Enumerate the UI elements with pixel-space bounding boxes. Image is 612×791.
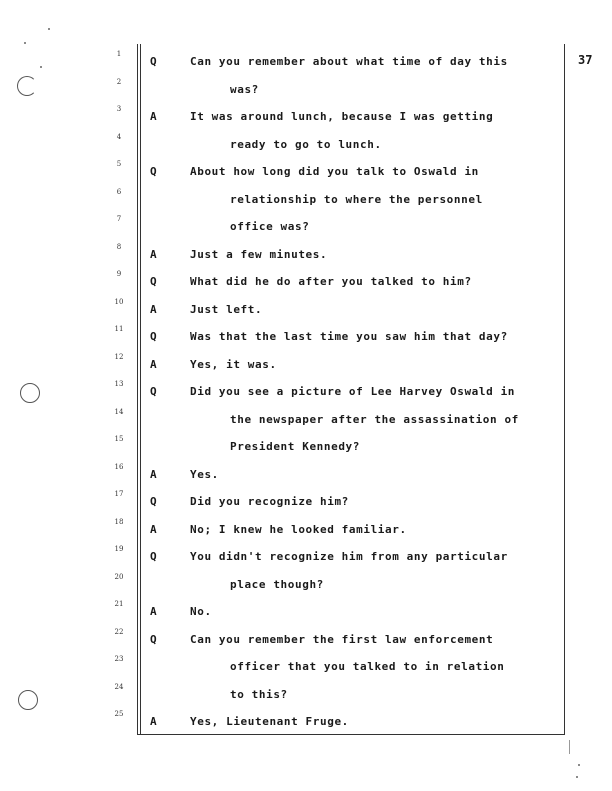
line-text: Can you remember the first law enforcement [190, 632, 494, 646]
line-number: 18 [114, 517, 124, 526]
transcript-line [0, 297, 600, 323]
speck [578, 764, 580, 766]
margin-mark [569, 740, 570, 754]
speaker-label: Q [150, 275, 157, 288]
transcript-line [0, 352, 600, 378]
line-text: officer that you talked to in relation [230, 660, 505, 673]
line-number: 21 [114, 600, 124, 608]
line-text: office was? [230, 220, 310, 233]
line-text: ready to go to lunch. [230, 137, 382, 151]
transcript-line [0, 600, 600, 625]
speaker-label: A [150, 302, 157, 316]
speck [576, 776, 578, 778]
line-number: 14 [114, 407, 124, 416]
line-number: 15 [114, 435, 124, 443]
line-text: relationship to where the personnel [230, 192, 483, 206]
line-text: You didn't recognize him from any particular [190, 550, 508, 563]
transcript-line [0, 572, 600, 598]
line-text: Just a few minutes. [190, 247, 328, 261]
line-number: 20 [114, 572, 124, 581]
line-number: 24 [114, 682, 124, 691]
transcript-line [0, 490, 600, 515]
speaker-label: A [150, 247, 157, 261]
line-text: Just left. [190, 302, 263, 316]
line-number: 17 [114, 490, 124, 498]
line-number: 11 [114, 325, 124, 333]
speck [48, 28, 50, 30]
speck [24, 42, 26, 44]
line-number: 7 [116, 215, 122, 223]
transcript-line [0, 325, 600, 350]
transcript-line [0, 545, 600, 570]
line-number: 6 [116, 187, 122, 196]
speaker-label: Q [150, 495, 157, 508]
speaker-label: A [150, 467, 157, 481]
speaker-label: A [150, 110, 157, 123]
line-number: 23 [114, 655, 124, 663]
speaker-label: Q [150, 385, 157, 398]
transcript-line [0, 187, 600, 213]
transcript-line [0, 462, 600, 488]
line-number: 22 [114, 627, 124, 636]
line-text: Can you remember about what time of day this [190, 55, 508, 68]
line-number: 10 [114, 297, 124, 306]
speaker-label: A [150, 715, 157, 728]
transcript-line [0, 682, 600, 708]
transcript-line [0, 50, 600, 75]
transcript-line [0, 435, 600, 460]
transcript-line [0, 270, 600, 295]
line-text: place though? [230, 577, 324, 591]
transcript-line [0, 160, 600, 185]
speaker-label: Q [150, 330, 157, 343]
transcript-line [0, 105, 600, 130]
speaker-label: Q [150, 632, 157, 646]
transcript-line [0, 215, 600, 240]
speaker-label: Q [150, 165, 157, 178]
speaker-label: A [150, 357, 157, 371]
line-text: About how long did you talk to Oswald in [190, 165, 479, 178]
transcript-line [0, 627, 600, 653]
line-text: Did you recognize him? [190, 495, 349, 508]
transcript-line [0, 407, 600, 433]
line-text: Yes, it was. [190, 357, 277, 371]
line-text: Did you see a picture of Lee Harvey Oswald in [190, 385, 516, 398]
transcript-line [0, 132, 600, 158]
speaker-label: Q [150, 55, 157, 68]
line-text: was? [230, 82, 259, 96]
transcript-line [0, 77, 600, 103]
speaker-label: Q [150, 550, 157, 563]
line-text: No. [190, 605, 212, 618]
line-text: Was that the last time you saw him that day? [190, 330, 508, 343]
transcript-line [0, 655, 600, 680]
line-number: 3 [116, 105, 122, 113]
transcript-line [0, 517, 600, 543]
transcript-line [0, 242, 600, 268]
line-text: to this? [230, 687, 288, 701]
line-number: 16 [114, 462, 124, 471]
speaker-label: A [150, 605, 157, 618]
line-number: 4 [116, 132, 122, 141]
transcript-line [0, 710, 600, 735]
transcript-line [0, 380, 600, 405]
line-text: It was around lunch, because I was getting [190, 110, 494, 123]
line-number: 12 [114, 352, 124, 361]
line-text: What did he do after you talked to him? [190, 275, 472, 288]
line-number: 25 [114, 710, 124, 718]
speaker-label: A [150, 522, 157, 536]
line-text: No; I knew he looked familiar. [190, 522, 407, 536]
line-text: Yes, Lieutenant Fruge. [190, 715, 349, 728]
line-text: the newspaper after the assassination of [230, 412, 519, 426]
line-number: 8 [116, 242, 122, 251]
line-number: 2 [116, 77, 122, 86]
line-text: Yes. [190, 467, 219, 481]
page-number: 37 [578, 53, 593, 67]
line-number: 19 [114, 545, 124, 553]
line-number: 1 [116, 50, 122, 58]
line-number: 13 [114, 380, 124, 388]
line-number: 5 [116, 160, 122, 168]
line-number: 9 [116, 270, 122, 278]
line-text: President Kennedy? [230, 440, 361, 453]
